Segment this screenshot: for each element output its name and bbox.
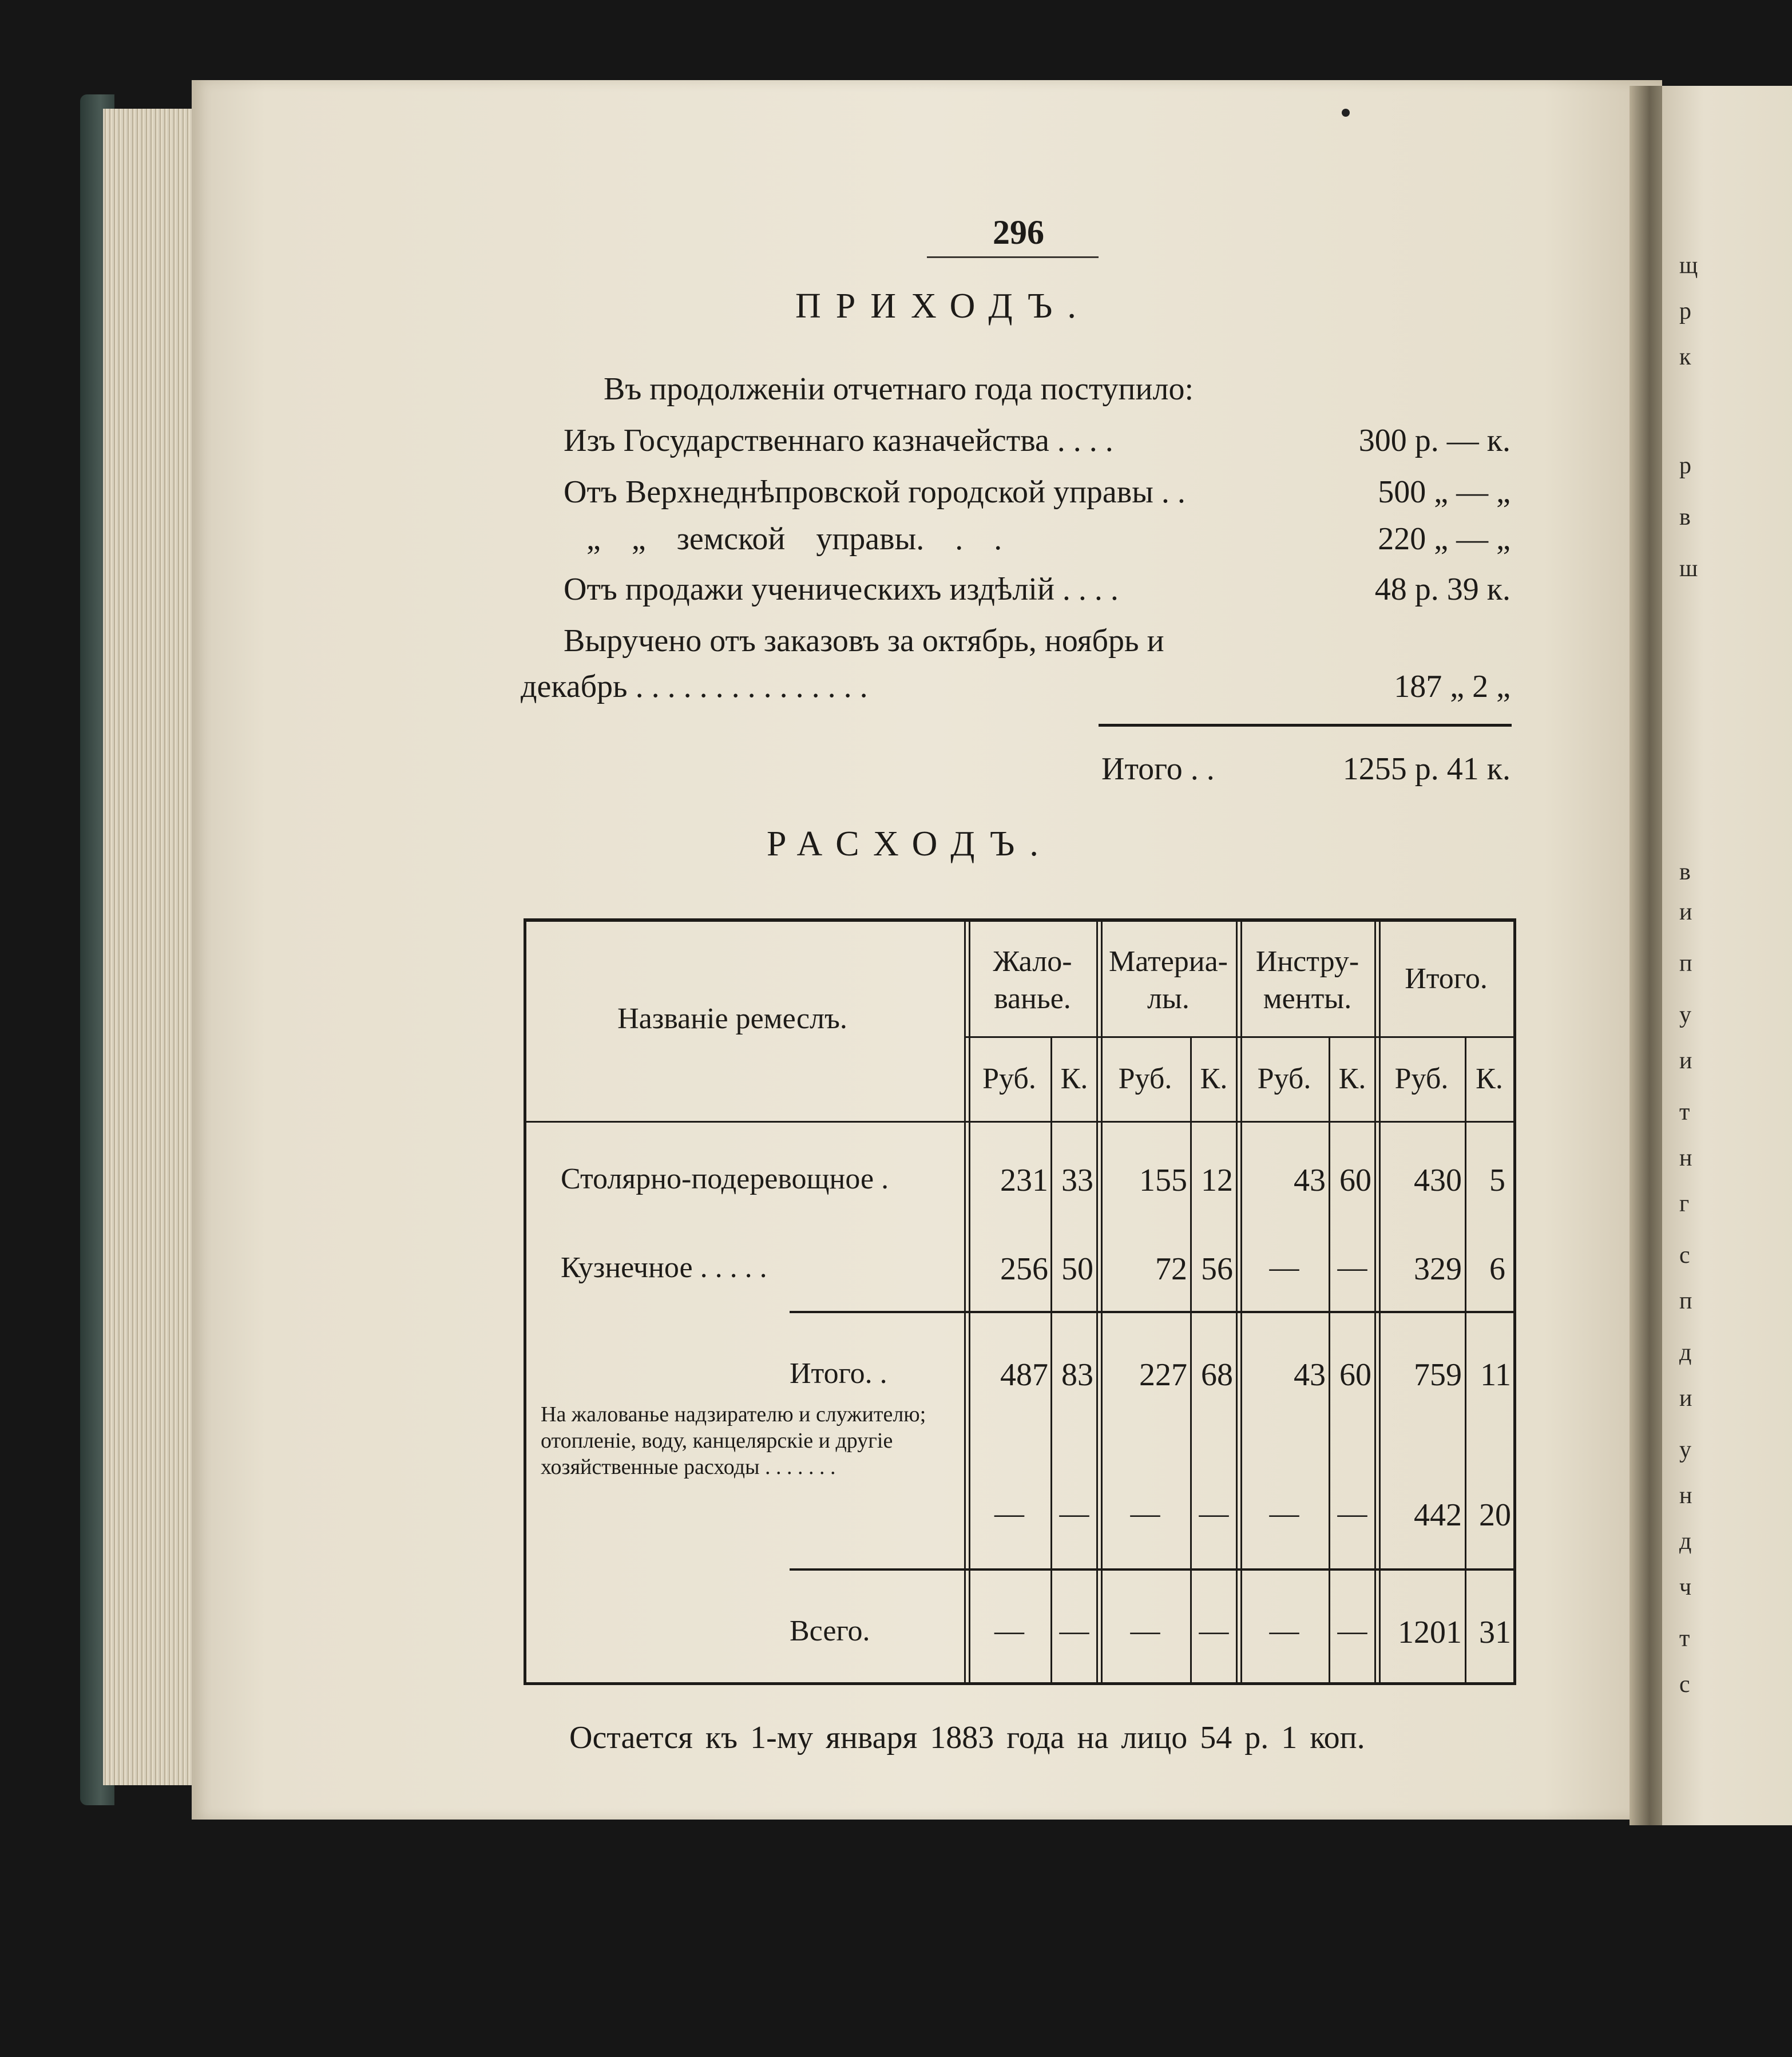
next-page-edge	[1662, 86, 1792, 1825]
cell-value: —	[994, 1615, 1024, 1647]
income-orders-line: декабрь . . . . . . . . . . . . . . .	[521, 669, 868, 704]
income-orders-line: Выручено отъ заказовъ за октябрь, ноябрь и	[564, 623, 1164, 659]
column-header-rub: Руб.	[1394, 1063, 1449, 1095]
ink-dot	[1342, 109, 1350, 117]
column-header-rub: Руб.	[982, 1063, 1036, 1095]
cell-value: 68	[1201, 1357, 1233, 1393]
facing-page-letter: п	[1679, 950, 1692, 977]
cell-value: —	[1199, 1497, 1229, 1530]
facing-page-letter: г	[1679, 1191, 1690, 1217]
facing-page-letter: и	[1679, 899, 1692, 925]
table-header-bottom-rule	[526, 1121, 1514, 1123]
row-name: На жалованье надзирателю и служителю; отопленіе, воду, канцелярскіе и другіе хозяйственные расходы . . . . . . .	[541, 1402, 926, 1479]
column-header-salary: ванье.	[994, 982, 1071, 1015]
cell-value: 20	[1479, 1497, 1511, 1533]
facing-page-letter: ш	[1679, 556, 1698, 582]
cell-value: 227	[1139, 1357, 1187, 1393]
cell-value: —	[1269, 1251, 1299, 1284]
column-header-tools: менты.	[1263, 982, 1352, 1015]
cell-value: —	[1269, 1615, 1299, 1647]
column-header-rub: Руб.	[1257, 1063, 1311, 1095]
column-header-total: Итого.	[1405, 962, 1488, 995]
income-total-rule	[1099, 724, 1512, 727]
facing-page-letter: д	[1679, 1339, 1692, 1366]
income-item-label: „ „ земской управы. . .	[586, 521, 1002, 557]
income-intro: Въ продолженіи отчетнаго года поступило:	[604, 371, 1194, 407]
table-subtotal-rule	[790, 1311, 1514, 1313]
column-header-materials: лы.	[1147, 982, 1190, 1015]
income-item-label: Изъ Государственнаго казначейства . . . .	[564, 423, 1113, 458]
income-heading: ПРИХОДЪ.	[795, 287, 1091, 326]
facing-page-letter: в	[1679, 504, 1691, 530]
column-header-salary: Жало-	[993, 945, 1072, 978]
page-number-rule	[927, 256, 1099, 258]
column-header-kop: К.	[1338, 1063, 1366, 1095]
column-header-kop: К.	[1476, 1063, 1503, 1095]
income-item-amount: 300 р. — к.	[1358, 423, 1510, 458]
column-header-materials: Материа-	[1109, 945, 1228, 978]
facing-page-letter: т	[1679, 1626, 1690, 1652]
cell-value: —	[1199, 1615, 1229, 1647]
cell-value: —	[1269, 1497, 1299, 1530]
income-item-amount: 48 р. 39 к.	[1374, 572, 1510, 607]
column-header-kop: К.	[1060, 1063, 1088, 1095]
facing-page-letter: д	[1679, 1528, 1692, 1555]
facing-page-letter: и	[1679, 1048, 1692, 1074]
cell-value: 256	[1000, 1251, 1048, 1287]
cell-value: 83	[1061, 1357, 1093, 1393]
facing-page-letter: щ	[1679, 252, 1698, 279]
cell-value: 72	[1155, 1251, 1187, 1287]
column-header-rub: Руб.	[1118, 1063, 1172, 1095]
facing-page-letter: п	[1679, 1288, 1692, 1314]
cell-value: 430	[1414, 1163, 1462, 1198]
column-header-kop: К.	[1200, 1063, 1228, 1095]
expense-table	[524, 918, 1516, 1685]
income-item-amount: 500 „ — „	[1378, 474, 1510, 510]
cell-value: —	[1337, 1251, 1367, 1284]
facing-page-letter: т	[1679, 1099, 1690, 1125]
facing-page-letter: в	[1679, 859, 1691, 885]
cell-value: —	[1337, 1615, 1367, 1647]
balance-line: Остается къ 1-му января 1883 года на лицо 54 р. 1 коп.	[569, 1720, 1365, 1755]
page-number: 296	[993, 213, 1044, 251]
cell-value: —	[1059, 1497, 1089, 1530]
cell-value: —	[1337, 1497, 1367, 1530]
cell-value: —	[1059, 1615, 1089, 1647]
income-item-label: Отъ Верхнеднѣпровской городской управы . .	[564, 474, 1186, 510]
page-edges	[103, 109, 206, 1785]
cell-value: 33	[1061, 1163, 1093, 1198]
table-total-rule	[790, 1568, 1514, 1571]
cell-value: 43	[1294, 1357, 1326, 1393]
cell-value: 487	[1000, 1357, 1048, 1393]
facing-page-letter: и	[1679, 1385, 1692, 1412]
cell-value: 60	[1339, 1357, 1371, 1393]
facing-page-letter: к	[1679, 344, 1691, 370]
cell-value: 43	[1294, 1163, 1326, 1198]
cell-value: 60	[1339, 1163, 1371, 1198]
row-name: Итого. .	[790, 1357, 887, 1390]
cell-value: 5	[1489, 1163, 1505, 1198]
facing-page-letter: с	[1679, 1671, 1690, 1698]
facing-page-letter: с	[1679, 1242, 1690, 1269]
cell-value: 50	[1061, 1251, 1093, 1287]
cell-value: —	[1130, 1497, 1160, 1530]
cell-value: 31	[1479, 1615, 1511, 1650]
income-item-amount: 220 „ — „	[1378, 521, 1510, 557]
cell-value: 12	[1201, 1163, 1233, 1198]
cell-value: 759	[1414, 1357, 1462, 1393]
row-name: Всего.	[790, 1615, 870, 1647]
cell-value: 231	[1000, 1163, 1048, 1198]
income-orders-amount: 187 „ 2 „	[1394, 669, 1510, 704]
facing-page-letter: р	[1679, 453, 1691, 479]
column-header-tools: Инстру-	[1255, 945, 1359, 978]
facing-page-letter: р	[1679, 298, 1691, 324]
cell-value: 6	[1489, 1251, 1505, 1287]
facing-page-letter: у	[1679, 1437, 1691, 1463]
income-item-label: Отъ продажи ученическихъ издѣлій . . . .	[564, 572, 1119, 607]
row-name: Столярно-подеревощное .	[561, 1163, 889, 1195]
income-total-amount: 1255 р. 41 к.	[1342, 751, 1510, 787]
expense-heading: РАСХОДЪ.	[767, 825, 1053, 863]
facing-page-letter: ч	[1679, 1574, 1692, 1600]
cell-value: 155	[1139, 1163, 1187, 1198]
facing-page-letter: н	[1679, 1145, 1692, 1171]
cell-value: —	[994, 1497, 1024, 1530]
facing-page-letter: н	[1679, 1483, 1692, 1509]
facing-page-letter: у	[1679, 1002, 1691, 1028]
income-total-label: Итого . .	[1101, 751, 1215, 787]
cell-value: 11	[1480, 1357, 1511, 1393]
row-name: Кузнечное . . . . .	[561, 1251, 767, 1284]
cell-value: 1201	[1398, 1615, 1462, 1650]
cell-value: —	[1130, 1615, 1160, 1647]
table-header-rule	[965, 1036, 1514, 1038]
column-header-name: Названіе ремеслъ.	[617, 1002, 847, 1035]
cell-value: 56	[1201, 1251, 1233, 1287]
cell-value: 329	[1414, 1251, 1462, 1287]
cell-value: 442	[1414, 1497, 1462, 1533]
